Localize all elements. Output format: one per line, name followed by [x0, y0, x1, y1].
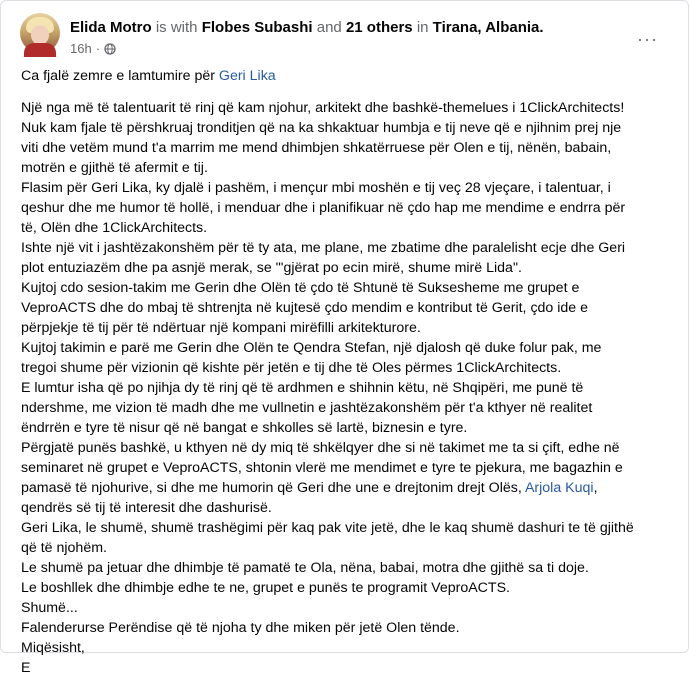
post-text-line: ndershme, me vizion të madh dhe me vullnetin e jashtëzakonshëm për t'a kthyer në realitet	[21, 400, 593, 416]
tagged-person[interactable]: Flobes Subashi	[201, 19, 313, 36]
tag-arjola-kuqi[interactable]: Arjola Kuqi	[524, 480, 594, 496]
post-paragraphs	[21, 98, 671, 478]
post-text-line: Kujtoj takimin e parë me Gerin dhe Olën te Qendra Stefan, një djalosh që duke folur pak, me	[21, 340, 602, 356]
post-text-line: Ishte një vit i jashtëzakonshëm për të ty ata, me plane, me zbatime dhe paralelisht ecje dhe Geri	[21, 240, 626, 256]
in-text: in	[416, 19, 429, 36]
intro-line: Ca fjalë zemre e lamtumire për Geri Lika	[21, 68, 276, 84]
post-text-line: qendrës së tij të interesit dhe dashurisë.	[21, 500, 272, 516]
post-text-line: ëndrrën e tyre të nisur që në bangat e shkolles së lartë, biznesin e tyre.	[21, 420, 468, 436]
tag-geri-lika[interactable]: Geri Lika	[218, 68, 276, 84]
post-text-line: përpjekje të tij për të ndërtuar një kompani mirëfilli arkitekturore.	[21, 320, 421, 336]
post-text-line: motrën e gjithë të afermit e tij.	[21, 160, 208, 176]
post-text-line: Le shumë pa jetuar dhe dhimbje të pamatë te Ola, nëna, babai, motra dhe gjithë sa ti doje.	[21, 560, 589, 576]
author-name[interactable]: Elida Motro	[70, 19, 152, 36]
post-text-line: Kujtoj cdo sesion-takim me Gerin dhe Olën të çdo të Shtunë të Suksesheme me grupet e	[21, 280, 580, 296]
with-text: is with	[155, 19, 198, 36]
others-link[interactable]: 21 others	[345, 19, 413, 36]
post-text-line: plot entuziazëm dhe pa asnjë merak, se "'gjërat po ecin mirë, shume mirë Lida".	[21, 260, 522, 276]
post-text-line: Flasim për Geri Lika, ky djalë i pashëm, i mençur mbi moshën e tij veç 28 vjeçare, i talentuar, i	[21, 180, 611, 196]
post-paragraphs-end	[21, 498, 671, 678]
post-text-line: Një nga më të talentuarit të rinj që kam njohur, arkitekt dhe bashkë-themelues i 1ClickArchitects!	[21, 100, 625, 116]
post-text-line: tregoi shume për vizionin që kishte për jetën e tij dhe të Oles përmes 1ClickArchitects.	[21, 360, 562, 376]
post-text-line: E lumtur isha që po njihja dy të rinj që të ardhmen e shihnin këtu, në Shqipëri, me punë të	[21, 380, 584, 396]
author-avatar[interactable]	[20, 13, 60, 53]
post-text-line: viti dhe vetëm mund t'a marrim me mend dhimbjen shkatërruese për Olen e tij, nënën, babain,	[21, 140, 612, 156]
meta-separator: ·	[95, 41, 101, 56]
post-header	[70, 18, 544, 37]
post-text-line: të, Olën dhe 1ClickArchitects.	[21, 220, 208, 236]
post-text-line: Miqësisht,	[21, 640, 85, 656]
post-text-line: VeproACTS dhe do mbaj të shtrenjta në kujtesë çdo mendim e kontribut të Gerit, çdo ide e	[21, 300, 589, 316]
post-text-line: Përgjatë punës bashkë, u kthyen në dy miq të shkëlqyer dhe si në takimet me ta si çift, edhe në	[21, 440, 620, 456]
post-text-line: që të njohëm.	[21, 540, 107, 556]
post-text-line: seminaret në grupet e VeproACTS, shtonin vlerë me mendimet e tyre te pjekura, me bagazhin e	[21, 460, 623, 476]
post-text-line: Shumë...	[21, 600, 78, 616]
post-text-line: Geri Lika, le shumë, shumë trashëgimi për kaq pak vite jetë, dhe le kaq shumë dashuri te të gjithë	[21, 520, 634, 536]
post-meta	[70, 41, 116, 56]
post-text-line: qeshur dhe me humor të hollë, i menduar dhe i planifikuar në çdo hap me mendime e endrra për	[21, 200, 626, 216]
post-text-line: Nuk kam fjale të përshkruaj tronditjen që na ka shkaktuar humbja e tij neve që e njihnim prej nje	[21, 120, 622, 136]
tag-line: pamasë të njohurive, si dhe me humorin që Geri dhe une e drejtonim drejt Olës, Arjola Kuqi,	[21, 480, 598, 496]
globe-icon[interactable]	[104, 43, 116, 55]
post-time[interactable]: 16h	[70, 41, 92, 56]
location-link[interactable]: Tirana, Albania.	[432, 19, 544, 36]
post-text-line: E	[21, 660, 31, 676]
more-options-icon[interactable]: ···	[637, 29, 658, 49]
post-text-line: Falenderurse Perëndise që të njoha ty dhe miken për jetë Olen tënde.	[21, 620, 460, 636]
and-text: and	[316, 19, 342, 36]
post-text-line: Le boshllek dhe dhimbje edhe te ne, grupet e punës te programit VeproACTS.	[21, 580, 510, 596]
post-body	[21, 66, 671, 678]
